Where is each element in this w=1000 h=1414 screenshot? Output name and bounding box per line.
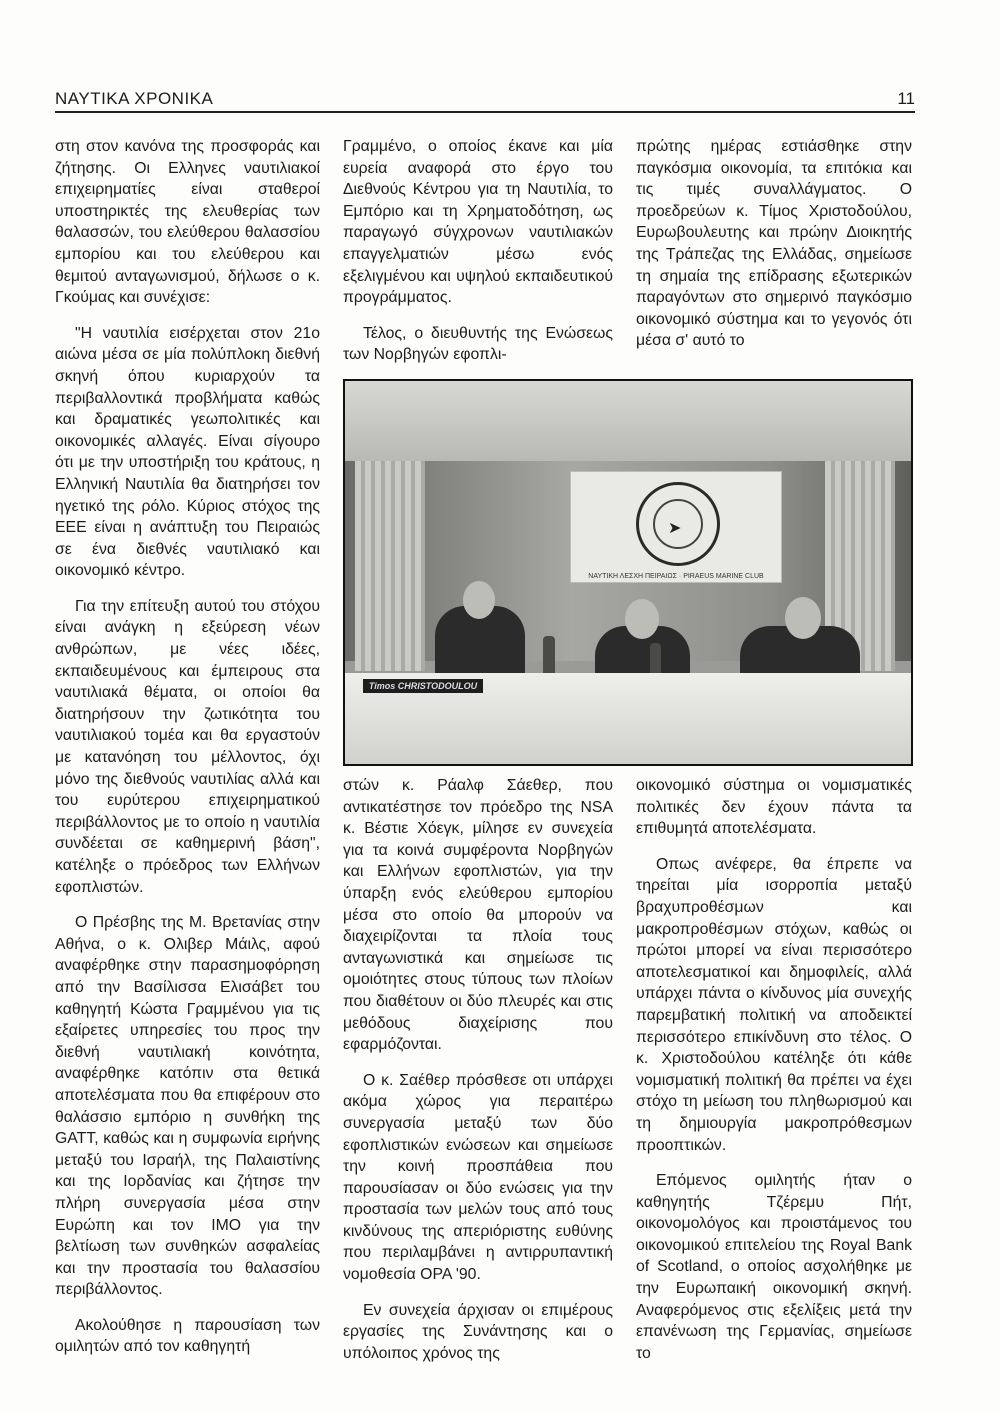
club-emblem-icon: ➤ — [636, 482, 720, 566]
column-3-top — [636, 136, 912, 366]
paragraph: πρώτης ημέρας εστιάσθηκε στην παγκόσμια οικονομία, τα επιτόκια και τις τιμές συναλλάγματος. Ο προεδρεύων κ. Τίμος Χριστοδούλου, Ευρωβουλευτης και πρώην Διοικητής της Τράπεζας της Ελλάδας, σημείωσε τη σημαία της επίδρασης εξωτερικών παραγόντων στο σημερινό παγκόσμιο οικονομικό σύστημα και το γεγονός ότι μέσα σ' αυτό το — [636, 138, 912, 350]
water-bottle — [543, 636, 555, 676]
paragraph: στών κ. Ράαλφ Σάεθερ, που αντικατέστησε τον πρόεδρο της NSA κ. Βέστιε Χόεγκ, μίλησε εν συνεχεία για τα κοινά συμφέροντα Νορβηγών και Ελλήνων εφοπλιστών, για την ύπαρξη ενός ελεύθερου εμπορίου μέσα στο οποίο θα μπορούν να διαχειρίζονται τα πλοία τους ανταγωνιστικά και σημείωσε τις ομοιότητες στους τύπους των πλοίων που διαθέτουν οι δύο πλευρές και στις μεθόδους διαχείρισης που εφαρμόζονται. — [343, 777, 613, 1054]
ceiling — [345, 381, 911, 461]
speaker-center-head — [625, 599, 659, 639]
page-header — [55, 85, 915, 113]
paragraph: Γραμμένο, ο οποίος έκανε και μία ευρεία αναφορά στο έργο του Διεθνούς Κέντρου για τη Ναυτιλία, το Εμπόριο και τη Χρηματοδότηση, ως παραγωγό σύγχρονων ναυτιλιακών επαγγελματιών μέσω ενός εξελιγμένου και υψηλού εκπαιδευτικού προγράμματος. — [343, 138, 613, 307]
page-number: 11 — [897, 89, 915, 108]
nameplate: Timos CHRISTODOULOU — [363, 679, 483, 693]
paragraph: Εν συνεχεία άρχισαν οι επιμέρους εργασίες της Συνάντησης και ο υπόλοιπος χρόνος της — [343, 1301, 613, 1362]
publication-title: ΝΑΥΤΙΚΑ ΧΡΟΝΙΚΑ — [55, 89, 214, 108]
speaker-right-head — [785, 597, 821, 639]
paragraph: Οπως ανέφερε, θα έπρεπε να τηρείται μία ισορροπία μεταξύ βραχυπροθέσμων και μακροπροθέσμων στόχων, καθώς οι πρώτοι μπορεί να είναι περισσότερο αποτελεσματικοί και δημοφιλείς, αλλά υπάρχει πάντα ο κίνδυνος μία συνεχής παρεμβατική πολιτική να αποδεικτεί περισσότερο επικίνδυνη στο τέλος. Ο κ. Χριστοδούλου κατέληξε ότι κάθε νομισματική πολιτική θα πρέπει να έχει στόχο τη μείωση του πληθωρισμού και τη δημιουργία μακροπρόθεσμων προοπτικών. — [636, 855, 912, 1154]
conference-photo — [343, 379, 913, 766]
paragraph: "Η ναυτιλία εισέρχεται στον 21ο αιώνα μέσα σε μία πολύπλοκη διεθνή σκηνή όπου κυριαρχούν τα περιβαλλοντικά προβλήματα καθώς και δραματικές γεωπολιτικές και οικονομικές αλλαγές. Είναι σίγουρο ότι με την υποστήριξη του κράτους, η Ελληνική Ναυτιλία θα διατηρήσει τον ηγετικό της ρόλο. Κύριος στόχος της ΕΕΕ είναι η ανάπτυξη του Πειραιώς σε ένα διεθνές ναυτιλιακό και οικονομικό κέντρο. — [55, 324, 320, 580]
paragraph: Ακολούθησε η παρουσίαση των ομιλητών από τον καθηγητή — [55, 1316, 320, 1356]
paragraph: Τέλος, ο διευθυντής της Ενώσεως των Νορβηγών εφοπλι- — [343, 324, 613, 364]
paragraph: οικονομικό σύστημα οι νομισματικές πολιτικές δεν έχουν πάντα τα επιθυμητά αποτελέσματα. — [636, 777, 912, 838]
paragraph: Για την επίτευξη αυτού του στόχου είναι ανάγκη η εξεύρεση νέων ανθρώπων, με νέες ιδέες, εκπαιδευμένους και έμπειρους στα ναυτιλιακά θέματα, οι οποίοι θα διατηρήσουν την ζωτικότητα του ναυτιλιακού τομέα και θα εργαστούν με κατανόηση του μέλλοντος, όχι μόνο της διεθνούς ναυτιλίας αλλά και του ευρύτερου επιχειρηματικού περιβάλλοντος με το οποίο η ναυτιλία συνδέεται σε καθημερινή βάση", κατέληξε ο πρόεδρος των Ελλήνων εφοπλιστών. — [55, 597, 320, 896]
paragraph: Ο κ. Σαέθερ πρόσθεσε οτι υπάρχει ακόμα χώρος για περαιτέρω συνεργασία μεταξύ των δύο εφοπλιστικών ενώσεων και σημείωσε την κοινή προσπάθεια που παρουσίασαν οι δύο ενώσεις για την προστασία των μελών τους από τους κινδύνους της απεριόριστης ευθύνης που περιλαμβάνει η αντιρρυπαντική νομοθεσία OPA '90. — [343, 1071, 613, 1284]
club-banner — [570, 471, 782, 583]
water-bottle — [650, 643, 661, 677]
paragraph: στη στον κανόνα της προσφοράς και ζήτησης. Οι Ελληνες ναυτιλιακοί επιχειρηματίες είναι σταθεροί υποστηρικτές της ελευθερίας των θαλασσών, του ελεύθερου θαλασσίου εμπορίου και του ελεύθερου και θεμιτού ανταγωνισμού, δήλωσε ο κ. Γκούμας και συνέχισε: — [55, 138, 320, 307]
column-3-bottom — [636, 775, 912, 1378]
speaker-left-head — [463, 581, 495, 619]
banner-text: ΝΑΥΤΙΚΗ ΛΕΣΧΗ ΠΕΙΡΑΙΩΣ · PIRAEUS MARINE CLUB — [588, 573, 764, 580]
column-2-bottom — [343, 775, 613, 1378]
curtain-left — [355, 461, 425, 671]
paragraph: Επόμενος ομιλητής ήταν ο καθηγητής Τζέρεμυ Πήτ, οικονομολόγος και προιστάμενος του οικονομικού επιτελείου της Royal Bank of Scotland, ο οποίος ασχολήθηκε με την Ευρωπαική οικονομική σκηνή. Αναφερόμενος στις εξελίξεις μετά την επανένωση της Γερμανίας, σημείωσε το — [636, 1172, 912, 1362]
column-2-top — [343, 136, 613, 380]
column-1 — [55, 136, 320, 1372]
paragraph: Ο Πρέσβης της Μ. Βρετανίας στην Αθήνα, ο κ. Ολιβερ Μάιλς, αφού αναφέρθηκε στην παρασημοφόρηση από την Βασίλισσα Ελισάβετ του καθηγητή Κώστα Γραμμένου για τις εξαίρετες υπηρεσίες του προς την διεθνή ναυτιλιακή κοινότητα, αναφέρθηκε κατόπιν στα θετικά αποτελέσματα που θα επιφέρουν στο θαλάσσιο εμπόριο η συνθήκη της GATT, καθώς και η συμφωνία ειρήνης μεταξύ του Ισραήλ, της Παλαιστίνης και της Ιορδανίας και ζήτησε την πλήρη συνεργασία μέσα στην Ευρώπη και τον ΙΜΟ για την βελτίωση των συνθηκών ασφαλείας και την προστασία του θαλασσίου περιβάλλοντος. — [55, 914, 320, 1299]
